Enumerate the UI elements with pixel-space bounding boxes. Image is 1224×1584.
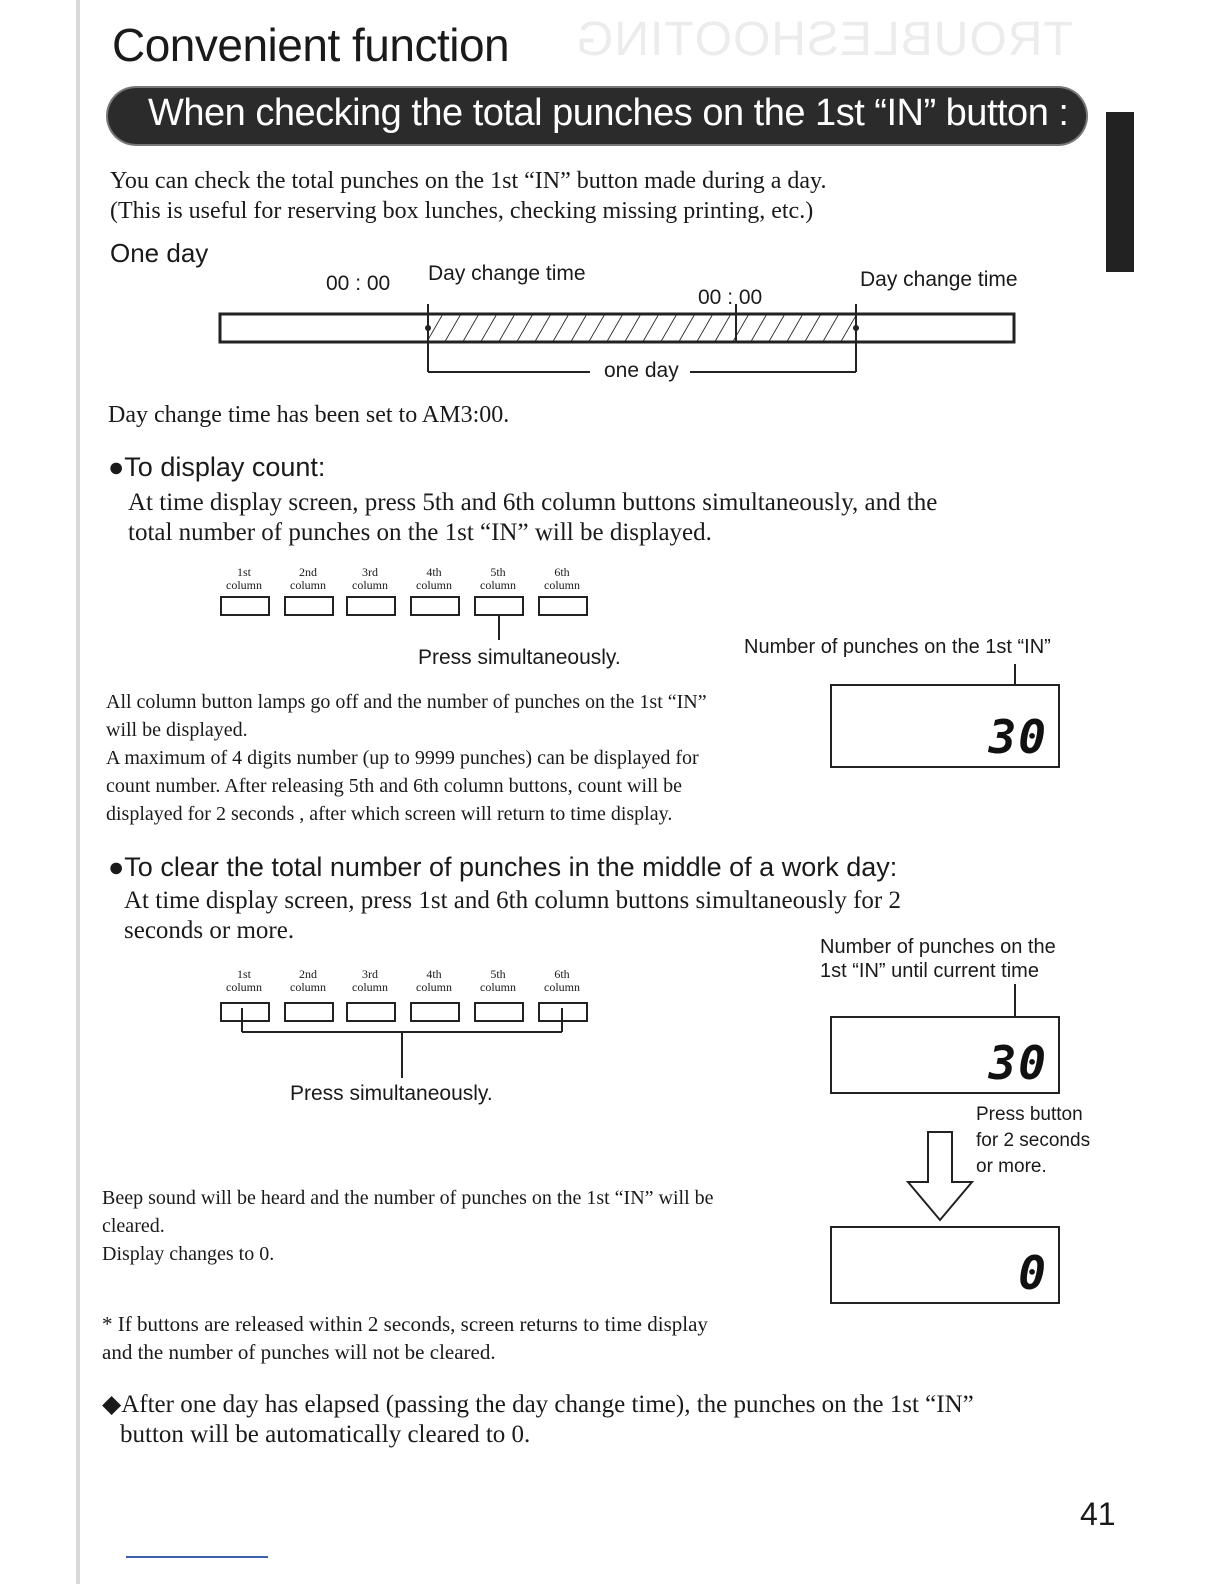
column-label-2b: 2nd column xyxy=(290,967,326,994)
clear-note-3: Display changes to 0. xyxy=(102,1243,275,1265)
clear-count-desc-2: seconds or more. xyxy=(124,917,295,944)
page-number: 41 xyxy=(1080,1496,1116,1532)
clear-note-1: Beep sound will be heard and the number of punches on the 1st “IN” will be xyxy=(102,1187,714,1209)
day-change-label-1: Day change time xyxy=(428,262,586,285)
count-display-after xyxy=(830,1226,1060,1304)
count-display-after-value: 0 xyxy=(1018,1246,1048,1300)
language-tab xyxy=(1106,112,1134,272)
column-label-1b: 1st column xyxy=(226,967,262,994)
display-note-1: All column button lamps go off and the number of punches on the 1st “IN” xyxy=(106,691,707,713)
day-change-note: Day change time has been set to AM3:00. xyxy=(108,402,510,428)
column-label-2: 2nd column xyxy=(290,565,326,592)
display-caption-1: Number of punches on the 1st “IN” xyxy=(744,636,1051,658)
press-connector-1 xyxy=(470,610,610,650)
warning-line-2: and the number of punches will not be cleared. xyxy=(102,1340,496,1364)
display-note-2: will be displayed. xyxy=(106,719,248,741)
scan-margin xyxy=(0,0,76,1584)
clear-count-heading: ●To clear the total number of punches in the middle of a work day: xyxy=(108,852,898,882)
count-display xyxy=(830,684,1060,768)
warning-line-1: * If buttons are released within 2 seconds, screen returns to time display xyxy=(102,1312,708,1336)
intro-line-2: (This is useful for reserving box lunches, checking missing printing, etc.) xyxy=(110,198,814,224)
column-label-3: 3rd column xyxy=(352,565,388,592)
one-day-span xyxy=(428,314,856,342)
page-title: Convenient function xyxy=(112,19,510,71)
hold-label-3: or more. xyxy=(976,1156,1047,1177)
column-4-button[interactable] xyxy=(410,596,460,616)
display-note-4: count number. After releasing 5th and 6th column buttons, count will be xyxy=(106,775,683,797)
count-display-before-value: 30 xyxy=(988,1036,1048,1090)
press-simultaneously-label-2: Press simultaneously. xyxy=(290,1082,493,1105)
day-change-label-2: Day change time xyxy=(860,268,1018,291)
footer-rule xyxy=(126,1556,268,1558)
count-display-before xyxy=(830,1016,1060,1094)
timeline-heading: One day xyxy=(110,238,209,268)
auto-clear-note-1: ◆After one day has elapsed (passing the day change time), the punches on the 1st “IN” xyxy=(102,1391,974,1418)
column-1-button[interactable] xyxy=(220,596,270,616)
mid-time: 00 : 00 xyxy=(698,286,763,309)
column-label-3b: 3rd column xyxy=(352,967,388,994)
column-label-5: 5th column xyxy=(480,565,516,592)
display-note-3: A maximum of 4 digits number (up to 9999 punches) can be displayed for xyxy=(106,747,699,769)
auto-clear-note-2: button will be automatically cleared to 0. xyxy=(120,1421,531,1448)
clear-count-desc-1: At time display screen, press 1st and 6th column buttons simultaneously for 2 xyxy=(124,887,901,914)
hold-label-2: for 2 seconds xyxy=(976,1130,1091,1151)
column-label-6b: 6th column xyxy=(544,967,580,994)
column-label-6: 6th column xyxy=(544,565,580,592)
column-2-button[interactable] xyxy=(284,596,334,616)
section-banner xyxy=(108,88,1086,144)
display-note-5: displayed for 2 seconds , after which screen will return to time display. xyxy=(106,803,673,825)
hold-label-1: Press button xyxy=(976,1104,1083,1125)
press-connector-2 xyxy=(220,1006,600,1086)
column-label-5b: 5th column xyxy=(480,967,516,994)
display-count-desc-1: At time display screen, press 5th and 6th column buttons simultaneously, and the xyxy=(128,489,938,516)
column-label-1: 1st column xyxy=(226,565,262,592)
column-label-4b: 4th column xyxy=(416,967,452,994)
down-arrow-icon xyxy=(900,1130,980,1224)
scan-edge xyxy=(76,0,80,1584)
clear-caption-2: 1st “IN” until current time xyxy=(820,960,1039,982)
section-banner-text: When checking the total punches on the 1st “IN” button : xyxy=(148,92,1069,134)
intro-line-1: You can check the total punches on the 1st “IN” button made during a day. xyxy=(110,168,827,194)
column-3-button[interactable] xyxy=(346,596,396,616)
clear-caption-1: Number of punches on the xyxy=(820,936,1056,958)
clear-note-2: cleared. xyxy=(102,1215,165,1237)
press-simultaneously-label-1: Press simultaneously. xyxy=(418,646,621,669)
bleed-through-heading: TROUBLESHOOTING xyxy=(575,13,1073,66)
display-count-desc-2: total number of punches on the 1st “IN” will be displayed. xyxy=(128,519,712,546)
display-count-heading: ●To display count: xyxy=(108,452,326,482)
column-label-4: 4th column xyxy=(416,565,452,592)
start-time: 00 : 00 xyxy=(326,272,391,295)
count-display-value: 30 xyxy=(988,710,1048,764)
one-day-label: one day xyxy=(600,359,683,383)
